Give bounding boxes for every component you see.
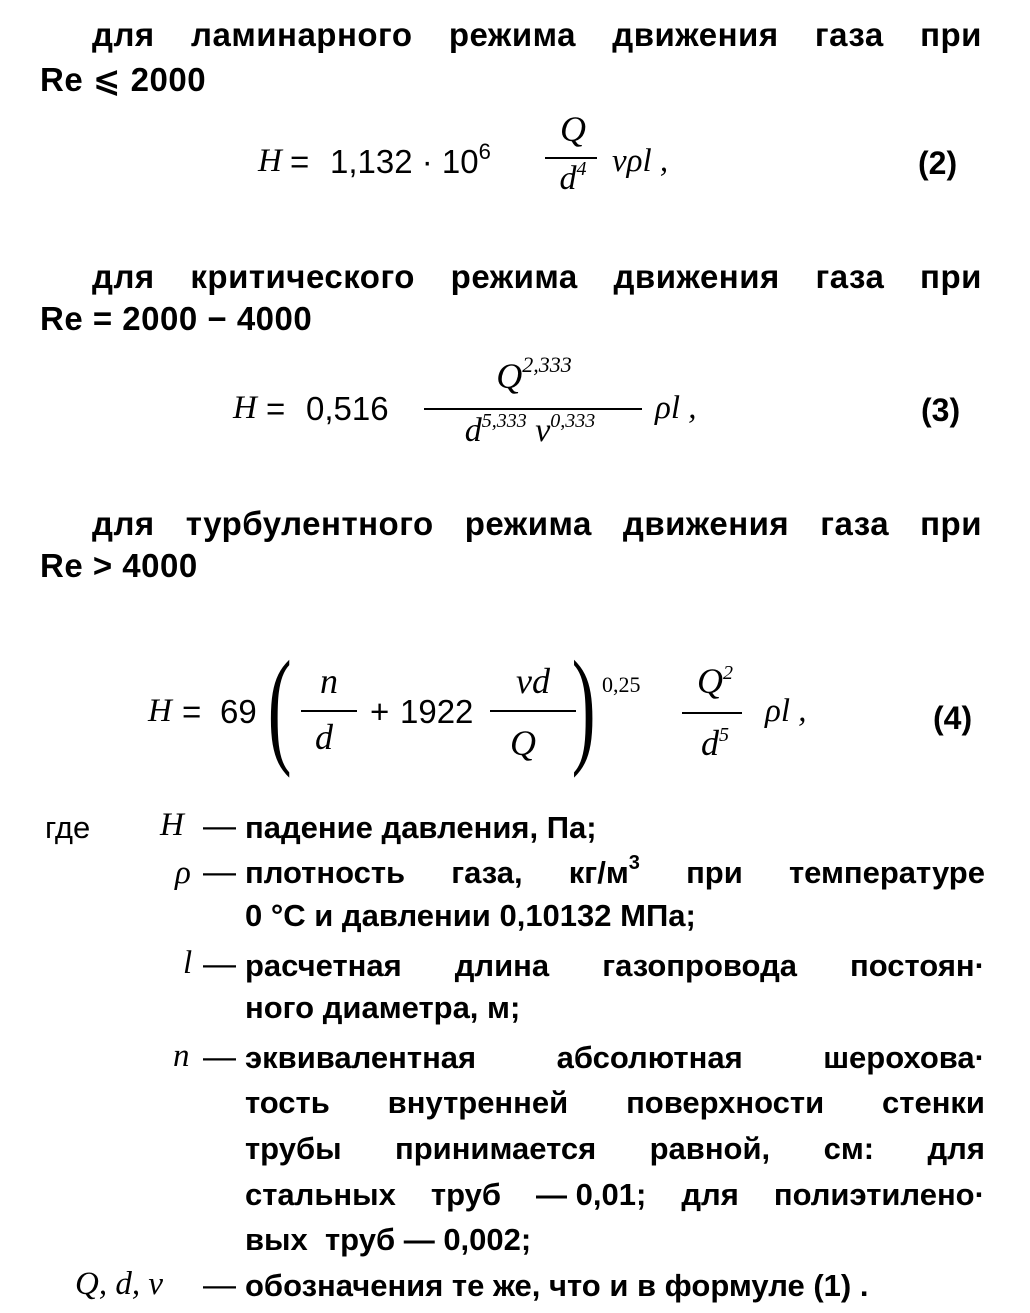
def-dash: — xyxy=(203,853,236,890)
word: температуре xyxy=(788,855,985,890)
word: эквивалентная xyxy=(245,1040,477,1075)
def-symbol-n: n xyxy=(173,1038,190,1074)
def-text-l-line1 xyxy=(245,948,985,984)
word: газа xyxy=(814,16,884,53)
word: — 0,01; xyxy=(536,1177,647,1212)
formula-4-f2-bar xyxy=(490,710,576,712)
eq-number-3: (3) xyxy=(921,392,961,428)
word: при xyxy=(686,855,743,890)
word: полиэтилено· xyxy=(773,1177,985,1212)
formula-4-f3-den: $d^5$ xyxy=(701,723,729,763)
formula-3-num-wrap xyxy=(424,352,644,397)
def-symbol-l: l xyxy=(183,945,193,981)
word: при xyxy=(920,258,982,295)
formula-4-f3-den-wrap xyxy=(680,722,750,764)
formula-4-coef: 69 xyxy=(220,693,257,730)
word: абсолютная xyxy=(556,1040,743,1075)
formula-3-tail: ρl , xyxy=(655,390,697,426)
word: шерохова· xyxy=(823,1040,985,1075)
formula-4-f1-bar xyxy=(301,710,357,712)
word: принимается xyxy=(394,1131,597,1166)
formula-4-f3-num-wrap xyxy=(680,660,750,702)
formula-2-eq: = xyxy=(290,143,310,180)
word: для xyxy=(92,505,155,542)
formula-4-f2-num: νd xyxy=(516,661,550,701)
word: при xyxy=(920,505,982,542)
formula-2-fraction xyxy=(543,108,603,150)
word: движения xyxy=(622,505,790,542)
def-text-n-line5: вых труб — 0,002; xyxy=(245,1222,532,1257)
word: для xyxy=(92,16,155,53)
formula-4-f2-num-wrap xyxy=(488,660,578,702)
word: для xyxy=(681,1177,739,1212)
def-text-Qdnu: обозначения те же, что и в формуле (1) . xyxy=(245,1268,869,1303)
word: плотность xyxy=(245,855,406,890)
word: для xyxy=(92,258,155,295)
word: внутренней xyxy=(387,1085,569,1120)
word: поверхности xyxy=(626,1085,825,1120)
formula-3-den-wrap xyxy=(420,412,640,450)
def-text-n-line2 xyxy=(245,1085,985,1121)
def-symbol-rho: ρ xyxy=(175,855,191,891)
formula-4-f1-num-wrap xyxy=(300,660,358,702)
formula-3-coef: 0,516 xyxy=(306,390,389,427)
word: турбулентного xyxy=(185,505,434,542)
def-text-H: падение давления, Па; xyxy=(245,810,597,845)
formula-4-f1-den-wrap xyxy=(300,716,348,758)
word: для xyxy=(927,1131,985,1166)
eq-number-2: (2) xyxy=(918,145,958,181)
formula-3-num: Q$^{2,333}$ xyxy=(496,352,572,396)
def-dash: — xyxy=(203,1038,236,1075)
formula-4-eq: = xyxy=(182,693,202,730)
word: ламинарного xyxy=(191,16,413,53)
where-label: где xyxy=(45,810,91,845)
word: движения xyxy=(612,16,779,53)
formula-2-lhs: H xyxy=(258,143,282,179)
formula-2-bar xyxy=(545,157,597,159)
word: труб xyxy=(430,1177,501,1212)
right-paren: ) xyxy=(571,635,596,779)
formula-4-f1-den: d xyxy=(315,717,333,757)
def-dash: — xyxy=(203,945,236,982)
formula-4-plus: + xyxy=(370,693,390,730)
formula-2-den: $d^4$ xyxy=(559,158,587,197)
formula-3-bar xyxy=(424,408,642,410)
def-symbol-Qdnu: Q, d, ν xyxy=(75,1266,163,1302)
block2-condition: Re = 2000 − 4000 xyxy=(40,300,313,337)
formula-2-tail: νρl , xyxy=(612,143,669,179)
def-symbol-H: H xyxy=(160,807,184,843)
formula-2-den-wrap xyxy=(543,160,603,198)
formula-4-f2-den: Q xyxy=(510,723,536,763)
block1-intro-line xyxy=(92,16,982,54)
word: газопровода xyxy=(602,948,797,983)
word: стальных xyxy=(245,1177,396,1212)
formula-2-coef: $1,132 \cdot 10^6$ xyxy=(330,139,491,180)
word: постоян· xyxy=(850,948,985,983)
word: режима xyxy=(464,505,592,542)
block2-intro-line xyxy=(92,258,982,296)
def-text-rho-line1 xyxy=(245,852,985,891)
word: стенки xyxy=(882,1085,985,1120)
left-paren: ( xyxy=(267,635,292,779)
word: режима xyxy=(448,16,576,53)
word: критического xyxy=(190,258,415,295)
formula-4-lhs: H xyxy=(148,693,172,729)
block1-condition: Re ⩽ 2000 xyxy=(40,61,207,98)
word: газа, xyxy=(451,855,523,890)
formula-4-f1-num: n xyxy=(320,661,338,701)
def-text-n-line1 xyxy=(245,1040,985,1076)
formula-4-f3-num: $Q^2$ xyxy=(697,661,733,701)
eq-number-4: (4) xyxy=(933,700,973,736)
formula-3-den: $d^{5,333}$ $\nu^{0,333}$ xyxy=(464,410,596,449)
word: режима xyxy=(450,258,578,295)
word: тость xyxy=(245,1085,330,1120)
word: движения xyxy=(613,258,780,295)
formula-3-eq: = xyxy=(266,390,286,427)
formula-4-tail: ρl , xyxy=(765,693,807,729)
word: газа xyxy=(820,505,890,542)
def-text-n-line4 xyxy=(245,1177,985,1213)
def-text-n-line3 xyxy=(245,1131,985,1167)
def-text-l-line2: ного диаметра, м; xyxy=(245,990,521,1025)
word: при xyxy=(920,16,982,53)
word: трубы xyxy=(245,1131,342,1166)
block3-condition: Re > 4000 xyxy=(40,547,198,584)
word: см: xyxy=(823,1131,875,1166)
def-dash: — xyxy=(203,807,236,844)
formula-2-num: Q xyxy=(560,109,586,149)
formula-3-lhs: H xyxy=(233,390,257,426)
formula-4-f2-den-wrap xyxy=(488,722,558,764)
def-dash: — xyxy=(203,1266,236,1303)
def-text-rho-line2: 0 °С и давлении 0,10132 МПа; xyxy=(245,898,696,933)
word: длина xyxy=(454,948,550,983)
word-unit: $кг/м^3$ xyxy=(568,852,640,890)
formula-4-coef2: 1922 xyxy=(400,693,474,730)
block3-intro-line xyxy=(92,505,982,543)
formula-4-f3-bar xyxy=(682,712,742,714)
word: расчетная xyxy=(245,948,402,983)
formula-4-outer-exp: 0,25 xyxy=(602,672,641,697)
word: равной, xyxy=(649,1131,771,1166)
word: газа xyxy=(815,258,885,295)
